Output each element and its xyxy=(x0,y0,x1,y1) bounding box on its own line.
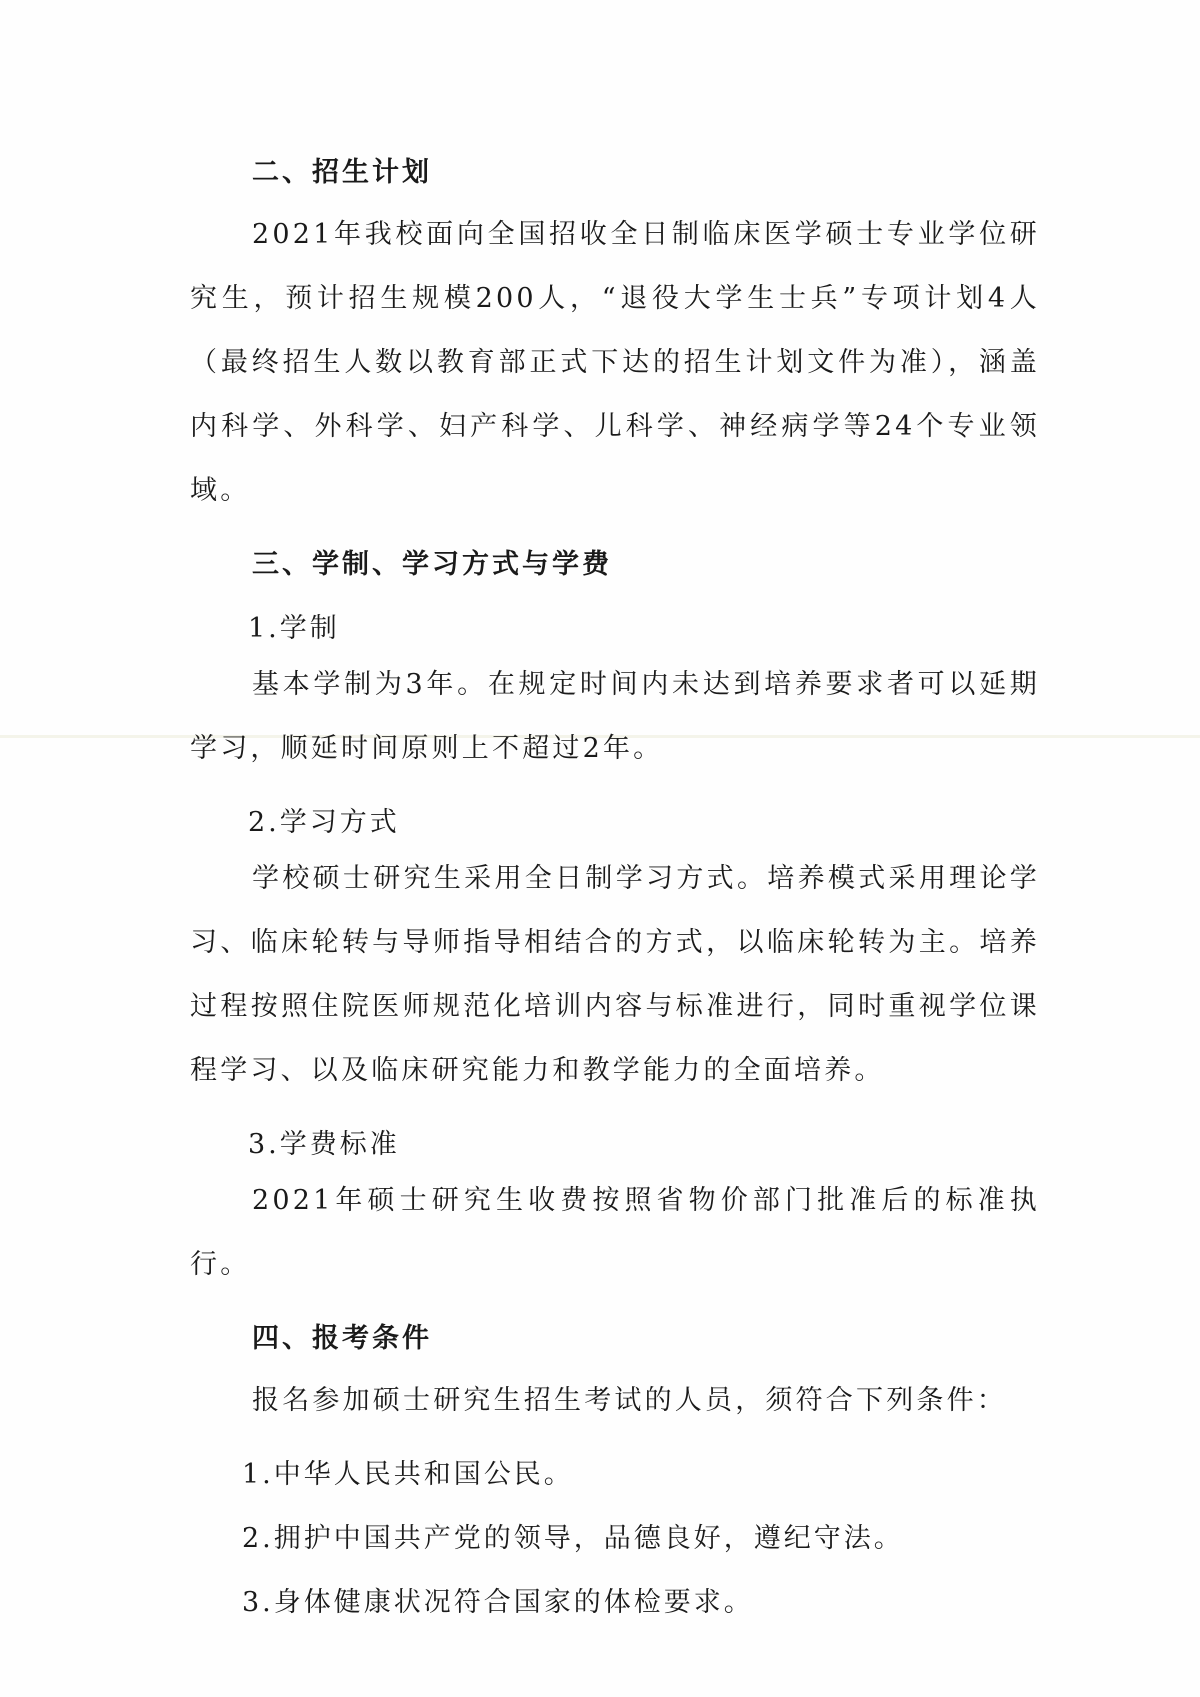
list-item: 3.身体健康状况符合国家的体检要求。 xyxy=(242,1587,754,1618)
document-body xyxy=(190,150,1040,1625)
paragraph-duration: 基本学制为3年。在规定时间内未达到培养要求者可以延期学习，顺延时间原则上不超过2年。 xyxy=(190,669,1040,764)
list-item: 2.拥护中国共产党的领导，品德良好，遵纪守法。 xyxy=(242,1523,904,1554)
paragraph-tuition: 2021年硕士研究生收费按照省物价部门批准后的标准执行。 xyxy=(190,1185,1040,1280)
subheading-study-mode: 2.学习方式 xyxy=(248,807,400,838)
subheading-duration: 1.学制 xyxy=(248,613,340,644)
section-heading-duration-study-fees: 三、学制、学习方式与学费 xyxy=(252,549,612,580)
paragraph-eligibility-intro: 报名参加硕士研究生招生考试的人员，须符合下列条件： xyxy=(252,1385,1007,1416)
list-item: 1.中华人民共和国公民。 xyxy=(242,1459,574,1490)
subheading-tuition: 3.学费标准 xyxy=(248,1129,400,1160)
section-heading-eligibility: 四、报考条件 xyxy=(252,1323,432,1354)
section-heading-enrollment-plan: 二、招生计划 xyxy=(252,157,432,188)
paragraph-study-mode: 学校硕士研究生采用全日制学习方式。培养模式采用理论学习、临床轮转与导师指导相结合的方式，以临床轮转为主。培养过程按照住院医师规范化培训内容与标准进行，同时重视学位课程学习、以及临床研究能力和教学能力的全面培养。 xyxy=(190,863,1040,1086)
paragraph-enrollment-plan: 2021年我校面向全国招收全日制临床医学硕士专业学位研究生，预计招生规模200人，“退役大学生士兵”专项计划4人（最终招生人数以教育部正式下达的招生计划文件为准），涵盖内科学、外科学、妇产科学、儿科学、神经病学等24个专业领域。 xyxy=(190,219,1040,506)
